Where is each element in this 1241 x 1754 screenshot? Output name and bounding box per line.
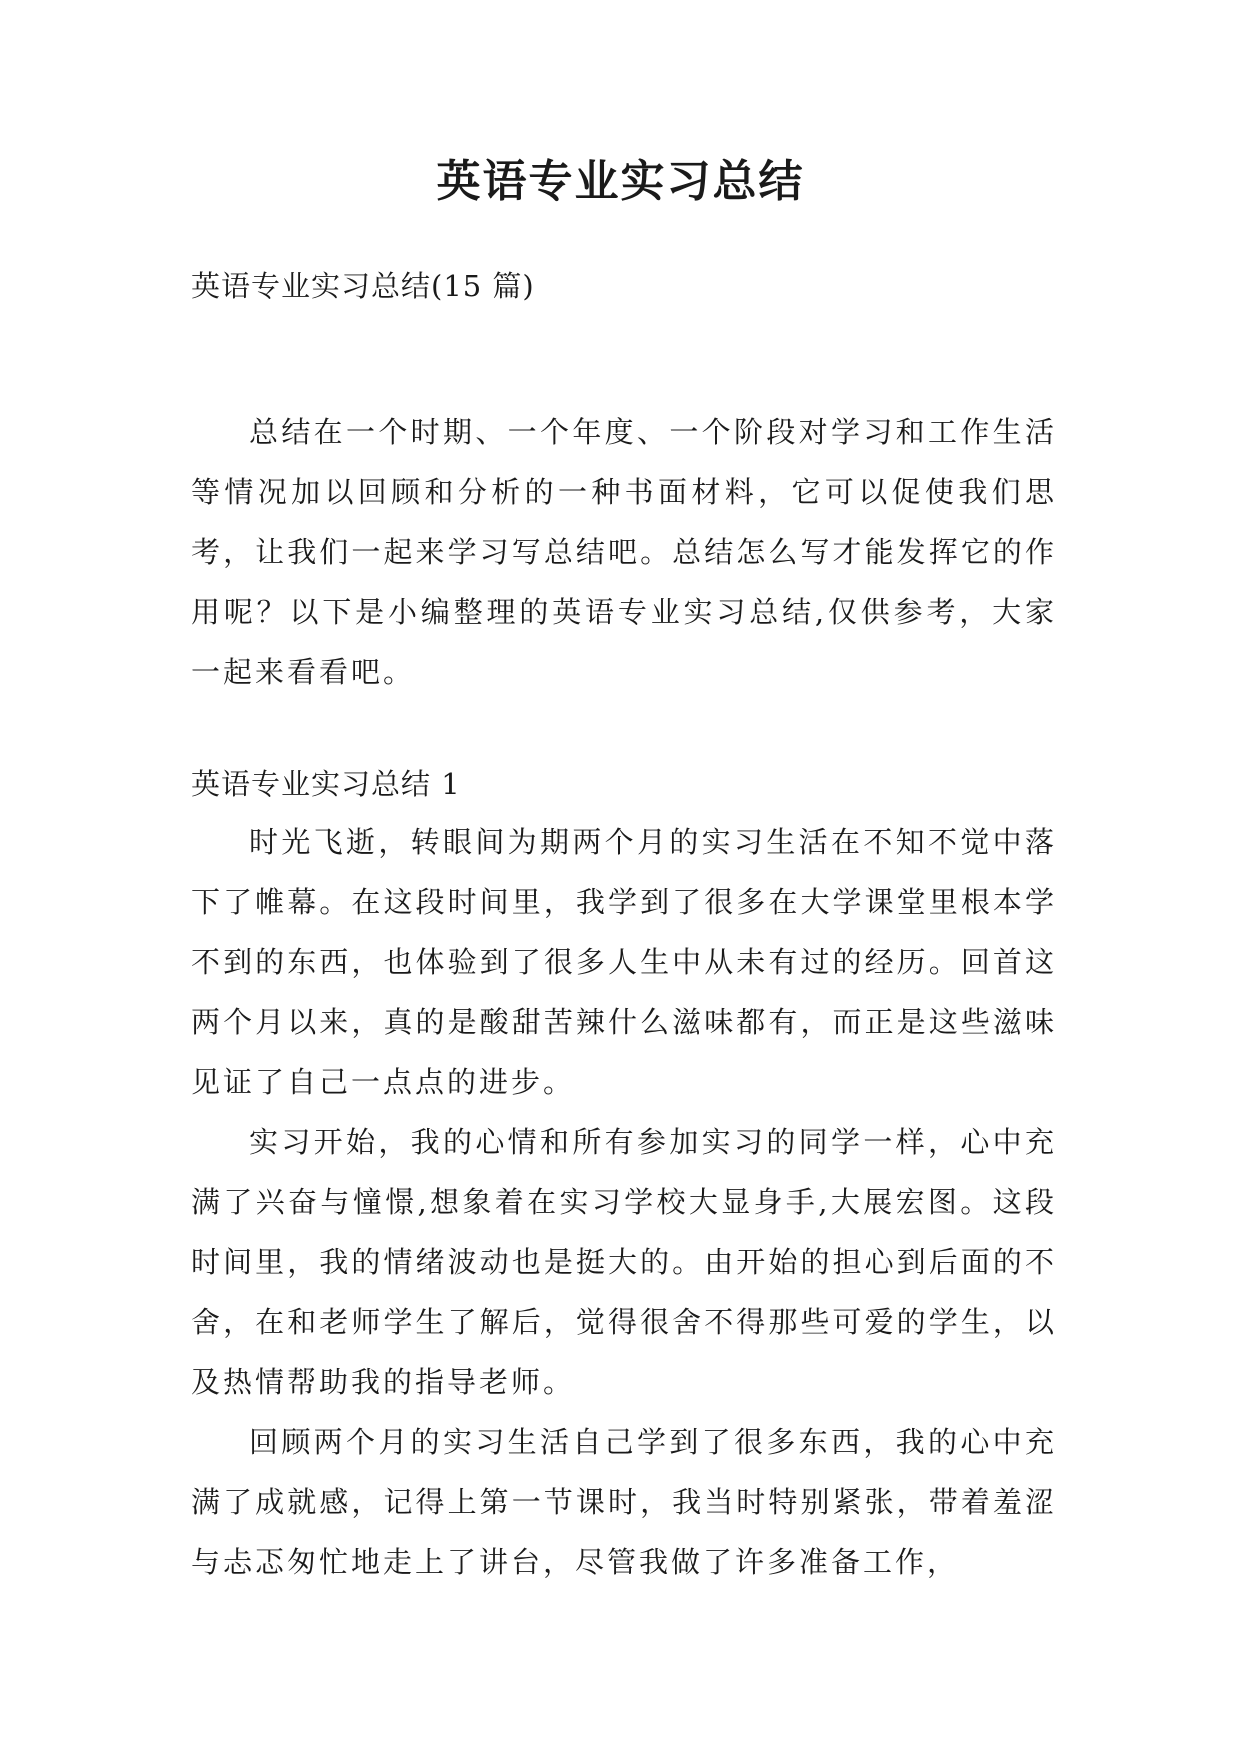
document-subtitle: 英语专业实习总结(15 篇) bbox=[191, 269, 535, 303]
section-1-paragraph-3: 回顾两个月的实习生活自己学到了很多东西，我的心中充满了成就感，记得上第一节课时，我当时特别紧张，带着羞涩与忐忑匆忙地走上了讲台，尽管我做了许多准备工作， bbox=[191, 1425, 1057, 1579]
document-title: 英语专业实习总结 bbox=[436, 156, 805, 207]
section-1-paragraph-2: 实习开始，我的心情和所有参加实习的同学一样，心中充满了兴奋与憧憬,想象着在实习学校大显身手,大展宏图。这段时间里，我的情绪波动也是挺大的。由开始的担心到后面的不舍，在和老师学生了解后，觉得很舍不得那些可爱的学生，以及热情帮助我的指导老师。 bbox=[191, 1125, 1057, 1399]
section-body-1 bbox=[191, 812, 1057, 1592]
section-1-paragraph-1: 时光飞逝，转眼间为期两个月的实习生活在不知不觉中落下了帷幕。在这段时间里，我学到了很多在大学课堂里根本学不到的东西，也体验到了很多人生中从未有过的经历。回首这两个月以来，真的是酸甜苦辣什么滋味都有，而正是这些滋味见证了自己一点点的进步。 bbox=[191, 825, 1057, 1099]
intro-block bbox=[191, 402, 1057, 702]
intro-paragraph: 总结在一个时期、一个年度、一个阶段对学习和工作生活等情况加以回顾和分析的一种书面材料，它可以促使我们思考，让我们一起来学习写总结吧。总结怎么写才能发挥它的作用呢？以下是小编整理的英语专业实习总结,仅供参考，大家一起来看看吧。 bbox=[191, 415, 1057, 689]
section-heading-1: 英语专业实习总结 1 bbox=[191, 767, 461, 801]
